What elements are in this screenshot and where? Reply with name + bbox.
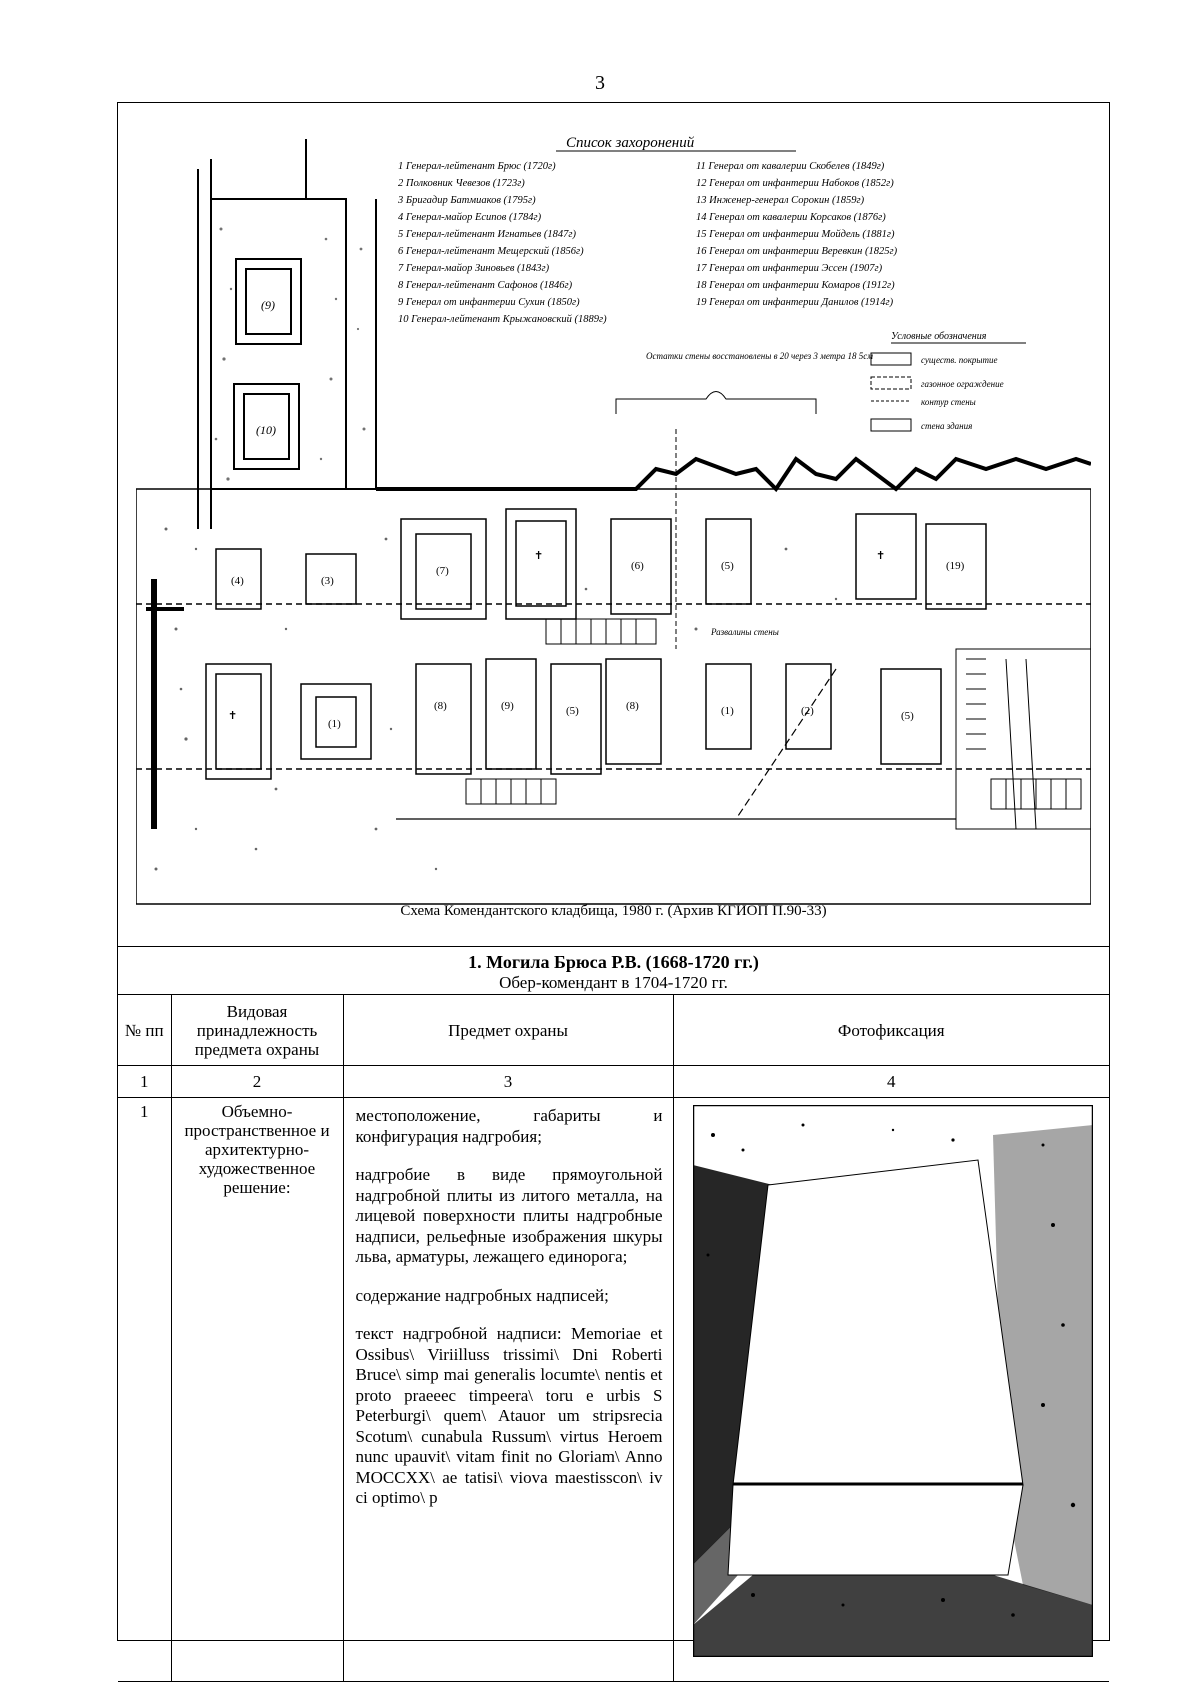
burial-list-item: 5 Генерал-лейтенант Игнатьев (1847г) [398,229,576,240]
table-header-row [118,995,1109,1066]
gravestone-photo [693,1105,1093,1657]
burial-list-item: 12 Генерал от инфантерии Набоков (1852г) [696,178,894,189]
row-type: Объемно-пространственное и архитектурно-художественное решение: [171,1098,343,1682]
svg-text:✝: ✝ [534,550,544,562]
legend-item: стена здания [921,421,973,431]
legend-item: контур стены [921,397,976,407]
subject-paragraph: местоположение, габариты и конфигурация надгробия; [355,1106,663,1146]
header-type: Видовая принадлежность предмета охраны [171,995,343,1066]
burial-list-item: 17 Генерал от инфантерии Эссен (1907г) [696,263,883,274]
burial-list-item: 13 Инженер-генерал Сорокин (1859г) [696,195,865,206]
svg-text:(7): (7) [436,565,449,577]
burial-list-item: 16 Генерал от инфантерии Веревкин (1825г) [696,246,898,257]
burial-list-item: 2 Полковник Чевезов (1723г) [398,178,525,189]
burial-list-item: 7 Генерал-майор Зиновьев (1843г) [398,263,550,274]
row-number: 1 [118,1098,171,1682]
svg-text:(5): (5) [901,710,914,722]
subject-paragraph: содержание надгробных надписей; [355,1285,609,1305]
svg-text:(3): (3) [321,575,334,587]
burial-list-item: 1 Генерал-лейтенант Брюс (1720г) [398,161,556,172]
column-number: 3 [343,1066,673,1098]
svg-text:✝: ✝ [228,710,238,722]
page-number: 3 [595,72,605,94]
section-header [118,946,1109,995]
burial-list-item: 19 Генерал от инфантерии Данилов (1914г) [696,297,894,308]
burial-list-item: 11 Генерал от кавалерии Скобелев (1849г) [696,161,885,172]
legend-item: газонное ограждение [921,379,1004,389]
svg-text:(4): (4) [231,575,244,587]
header-number: № пп [118,995,171,1066]
section-subtitle: Обер-комендант в 1704-1720 гг. [499,973,728,992]
grave-number: (10) [256,423,276,437]
column-number: 4 [673,1066,1109,1098]
burial-list-item: 6 Генерал-лейтенант Мещерский (1856г) [398,246,584,257]
grave-number: (9) [261,298,275,312]
list-title: Список захоронений [566,135,695,151]
svg-text:(1): (1) [328,718,341,730]
row-subject [343,1098,673,1682]
subject-paragraph: надгробие в виде прямоугольной надгробной плиты из литого металла, на лицевой поверхности плиты надгробные надписи, рельефные изображения шкуры льва, арматуры, лежащего единорога; [355,1165,663,1266]
burial-list-item: 8 Генерал-лейтенант Сафонов (1846г) [398,280,573,291]
protection-table [118,994,1109,1682]
column-number: 2 [171,1066,343,1098]
legend-title: Условные обозначения [891,331,987,342]
header-subject: Предмет охраны [343,995,673,1066]
burial-list-right [696,161,898,308]
header-photo: Фотофиксация [673,995,1109,1066]
legend-item: существ. покрытие [921,355,998,365]
wall-label: Развалины стены [711,627,779,637]
burial-list-item: 15 Генерал от инфантерии Мойдель (1881г) [696,229,895,240]
legend-items [921,355,1004,431]
burial-list-item: 9 Генерал от инфантерии Сухин (1850г) [398,297,580,308]
svg-text:(19): (19) [946,560,965,572]
svg-text:(6): (6) [631,560,644,572]
svg-text:(1): (1) [721,705,734,717]
row-photo [673,1098,1109,1682]
svg-text:(8): (8) [434,700,447,712]
burial-list-item: 18 Генерал от инфантерии Комаров (1912г) [696,280,895,291]
section-title: 1. Могила Брюса Р.В. (1668-1720 гг.) [468,952,759,972]
svg-text:(2): (2) [801,705,814,717]
document-frame [117,102,1110,1641]
svg-text:✝: ✝ [876,550,886,562]
subject-paragraph: текст надгробной надписи: Memoriae et Ossibus\ Viriilluss trissimi\ Dni Roberti Bruce\ simp mai generalis locumte\ nentis et proto praeeec timpeera\ toru e urbis S Peterburgi\ quem\ Atauor um stripsrecia Scotum\ cunabula Russum\ virtus Heroem nunc upauvit\ vitam finit no Gloriam\ Anno MOCCXX\ ae tatisi\ viova maestisscon\ iv ci optimo\ p [355,1324,663,1507]
svg-text:(5): (5) [566,705,579,717]
burial-list-item: 3 Бригадир Батмиаков (1795г) [398,195,536,206]
plan-note: Остатки стены восстановлены в 20 через 3 метра 18 5см [646,351,874,361]
scheme-caption: Схема Комендантского кладбища, 1980 г. (Архив КГИОП П.90-33) [400,903,827,919]
table-row [118,1098,1109,1682]
svg-text:(9): (9) [501,700,514,712]
column-number: 1 [118,1066,171,1098]
svg-text:(8): (8) [626,700,639,712]
burial-list-left [397,161,607,325]
cemetery-plan-drawing [136,129,1091,906]
cemetery-scheme [118,103,1109,947]
burial-list-item: 14 Генерал от кавалерии Корсаков (1876г) [696,212,886,223]
burial-list-item: 10 Генерал-лейтенант Крыжановский (1889г) [398,314,607,325]
svg-text:(5): (5) [721,560,734,572]
column-number-row [118,1066,1109,1098]
burial-list-item: 4 Генерал-майор Есипов (1784г) [398,212,542,223]
